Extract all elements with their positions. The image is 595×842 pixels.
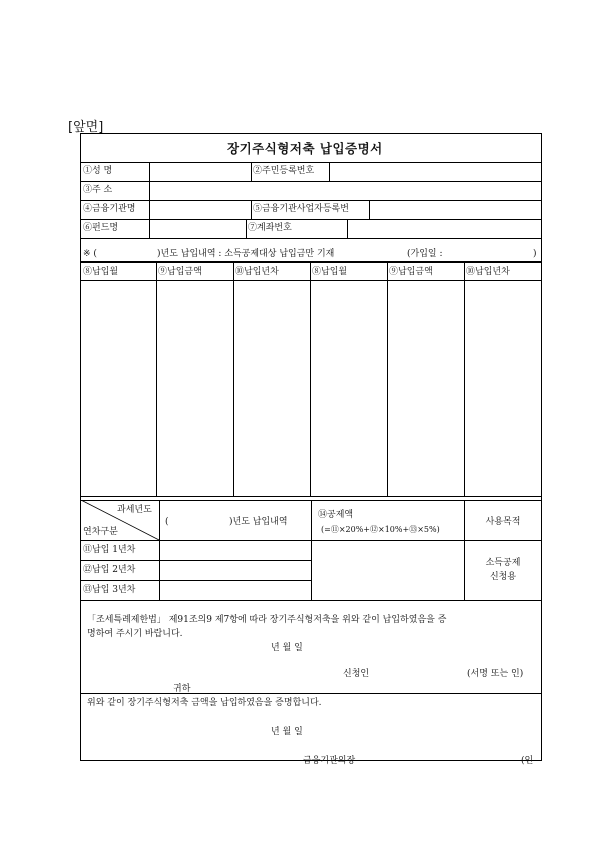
deposit-line-text: )년도 납입내역 : 소득공제대상 납입금만 기재 — [157, 249, 335, 259]
purpose-value-1: 소득공제 — [485, 558, 521, 568]
year-type-label: 연차구분 — [83, 527, 118, 537]
purpose-label: 사용목적 — [485, 517, 521, 527]
rrn-label: ②주민등록번호 — [253, 166, 315, 176]
address-label: ③주 소 — [83, 185, 113, 195]
column-header-year-1: ⑩납입년차 — [235, 267, 279, 277]
column-header-month-1: ⑧납입월 — [83, 267, 119, 277]
account-label: ⑦계좌번호 — [248, 223, 292, 233]
join-date-close: ) — [533, 249, 537, 259]
tax-year-label: 과세년도 — [117, 505, 152, 515]
column-header-month-2: ⑧납입월 — [312, 267, 348, 277]
fund-label: ⑥펀드명 — [83, 223, 119, 233]
name-label: ①성 명 — [83, 166, 113, 176]
certification-text: 위와 같이 장기주식형저축 금액을 납입하였음을 증명합니다. — [87, 698, 322, 708]
column-header-amount-2: ⑨납입금액 — [389, 267, 433, 277]
seal-label: (인 — [521, 756, 534, 766]
yearly-open: ( — [165, 517, 169, 527]
certification-date: 년 월 일 — [271, 727, 303, 737]
deposit-line-prefix: ※ ( — [83, 249, 97, 259]
yearly-label: )년도 납입내역 — [229, 517, 288, 527]
business-number-label: ⑤금융기관사업자등록번 — [253, 204, 349, 214]
request-date: 년 월 일 — [271, 643, 303, 653]
request-text-line1: 「조세특례제한법」 제91조의9 제7항에 따라 장기주식형저축을 위와 같이 납입하였음을 증 — [87, 615, 447, 625]
column-header-year-2: ⑩납입년차 — [466, 267, 510, 277]
issuer-label: 금융기관의장 — [303, 756, 356, 766]
recipient-label: 귀하 — [173, 684, 191, 694]
purpose-value-2: 신청용 — [489, 572, 517, 582]
deposit-year1-label: ⑪납입 1년차 — [83, 545, 136, 555]
request-text-line2: 명하여 주시기 바랍니다. — [87, 629, 183, 639]
certificate-form — [80, 133, 542, 766]
deposit-year3-label: ⑬납입 3년차 — [83, 585, 136, 595]
deposit-year2-label: ⑫납입 2년차 — [83, 565, 136, 575]
signature-label: (서명 또는 인) — [467, 669, 524, 679]
join-date-label: (가입일 : — [407, 249, 443, 259]
applicant-label: 신청인 — [343, 669, 370, 679]
column-header-amount-1: ⑨납입금액 — [158, 267, 202, 277]
form-title: 장기주식형저축 납입증명서 — [227, 141, 383, 156]
page-side-label: [앞면] — [68, 120, 104, 135]
deduction-label: ⑭공제액 — [318, 510, 354, 520]
institution-label: ④금융기관명 — [83, 204, 136, 214]
deduction-formula: (=⑪×20%+⑫×10%+⑬×5%) — [321, 525, 440, 534]
